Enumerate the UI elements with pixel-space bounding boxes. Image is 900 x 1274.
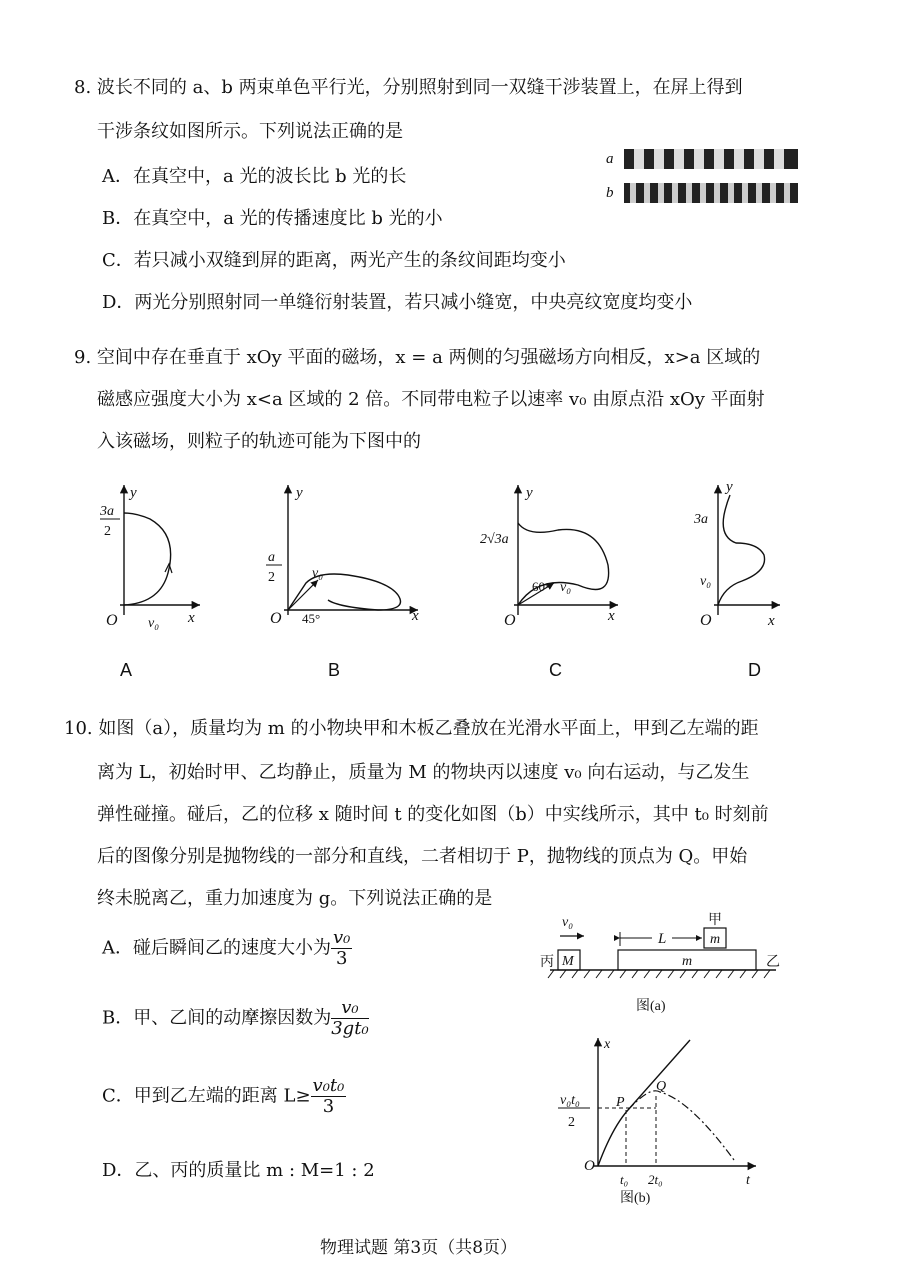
q9-stem-line3: 入该磁场，则粒子的轨迹可能为下图中的: [97, 431, 421, 452]
fringe-pattern-b: [624, 183, 798, 203]
trajectory-figure-b: [258, 475, 428, 640]
jia-label: 甲: [708, 913, 722, 928]
q9-stem-line1: 9. 空间中存在垂直于 xOy 平面的磁场，x = a 两侧的匀强磁场方向相反，x>a 区域的: [74, 347, 761, 368]
trajectory-figure-c: [478, 475, 638, 640]
L-label: L: [658, 931, 667, 947]
choice-label-d: D: [748, 660, 761, 680]
q10-stem-line1: 10. 如图（a），质量均为 m 的小物块甲和木板乙叠放在光滑水平面上，甲到乙左端的距: [64, 718, 759, 739]
axis-y-label: y: [130, 485, 137, 501]
q8-stem-line1: 8. 波长不同的 a、b 两束单色平行光，分别照射到同一双缝干涉装置上，在屏上得到: [74, 77, 743, 98]
ytick-num: v₀t₀: [560, 1093, 580, 1108]
axis-x-label: x: [608, 608, 615, 624]
axis-y-label: y: [526, 485, 533, 501]
ytick-num: a: [268, 550, 275, 565]
axis-x-label: x: [768, 613, 775, 629]
angle-label: 60°: [532, 579, 551, 594]
ytick-num: 3a: [100, 504, 114, 519]
tick-t0: t₀: [620, 1172, 629, 1187]
page-footer: 物理试题 第3页（共8页）: [320, 1238, 518, 1258]
ytick-label: 2√3a: [480, 532, 509, 547]
fringe-label-b: b: [606, 185, 614, 201]
v0-label: v₀: [560, 580, 572, 595]
origin-label: O: [584, 1158, 595, 1174]
point-Q-label: Q: [656, 1079, 667, 1094]
q8-stem-line2: 干涉条纹如图所示。下列说法正确的是: [97, 121, 403, 142]
origin-label: O: [106, 612, 118, 629]
ytick-den: 2: [104, 524, 111, 539]
origin-label: O: [270, 610, 282, 627]
choice-label-b: B: [328, 660, 341, 680]
interference-fringes: [600, 143, 810, 211]
m-board-label: m: [682, 954, 693, 969]
axis-x-label: x: [412, 608, 419, 624]
yi-label: 乙: [766, 955, 780, 970]
ytick-den: 2: [568, 1115, 575, 1130]
trajectory-path: [124, 513, 171, 605]
v0-label: v₀: [562, 915, 574, 930]
fringe-label-a: a: [606, 151, 614, 167]
q9-stem-line2: 磁感应强度大小为 x<a 区域的 2 倍。不同带电粒子以速率 v₀ 由原点沿 xOy 平面射: [97, 389, 765, 410]
q10-stem-line4: 后的图像分别是抛物线的一部分和直线，二者相切于 P，抛物线的顶点为 Q。甲始: [97, 846, 748, 867]
bing-label: 丙: [540, 955, 554, 970]
figure-a-setup: [540, 910, 790, 1020]
q10-stem-line5: 终未脱离乙，重力加速度为 g。下列说法正确的是: [97, 888, 493, 909]
axis-y-label: y: [726, 479, 733, 495]
angle-label: 45°: [302, 611, 321, 626]
ytick-label: 3a: [694, 512, 708, 527]
choice-label-a: A: [120, 660, 133, 680]
q10-option-d: D．乙、丙的质量比 m : M=1 : 2: [102, 1160, 375, 1181]
point-P-label: P: [616, 1095, 625, 1110]
q8-option-d: D．两光分别照射同一单缝衍射装置，若只减小缝宽，中央亮纹宽度均变小: [102, 292, 693, 313]
axis-x-label: x: [188, 610, 195, 626]
q8-option-b: B．在真空中，a 光的传播速度比 b 光的小: [102, 208, 443, 229]
origin-label: O: [504, 612, 516, 629]
axis-x-label: x: [604, 1037, 611, 1052]
axis-y-label: y: [296, 485, 303, 501]
q10-stem-line2: 离为 L，初始时甲、乙均静止，质量为 M 的物块丙以速度 v₀ 向右运动，与乙发生: [97, 762, 750, 783]
figure-b-caption: 图(b): [620, 1191, 651, 1206]
v0-label: v₀: [312, 566, 324, 581]
q10-stem-line3: 弹性碰撞。碰后，乙的位移 x 随时间 t 的变化如图（b）中实线所示，其中 t₀ 时刻前: [97, 804, 769, 825]
origin-label: O: [700, 612, 712, 629]
choice-label-c: C: [549, 660, 562, 680]
ytick-den: 2: [268, 570, 275, 585]
q8-option-a: A．在真空中，a 光的波长比 b 光的长: [102, 166, 407, 187]
v0-label: v₀: [700, 574, 712, 589]
fringe-pattern-a: [624, 149, 798, 169]
q8-option-c: C．若只减小双缝到屏的距离，两光产生的条纹间距均变小: [102, 250, 566, 271]
trajectory-figure-d: [690, 475, 800, 640]
figure-a-caption: 图(a): [636, 999, 666, 1014]
q10-option-c: C．甲到乙左端的距离 L≥ $\frac{\text{v₀t₀}}{3}$: [102, 1075, 345, 1117]
axis-t-label: t: [746, 1173, 750, 1188]
q10-option-b: B．甲、乙间的动摩擦因数为 $\frac{\text{v₀}}{\text{3gt₀}}$: [102, 997, 369, 1039]
figure-b-graph: [550, 1030, 770, 1210]
tick-2t0: 2t₀: [648, 1172, 663, 1187]
v0-label: v₀: [148, 616, 160, 631]
q10-option-a: A．碰后瞬间乙的速度大小为 $\frac{\text{v₀}}{3}$: [102, 927, 351, 969]
trajectory-figure-a: [90, 475, 220, 640]
M-label: M: [562, 954, 574, 969]
m-small-label: m: [710, 932, 721, 947]
